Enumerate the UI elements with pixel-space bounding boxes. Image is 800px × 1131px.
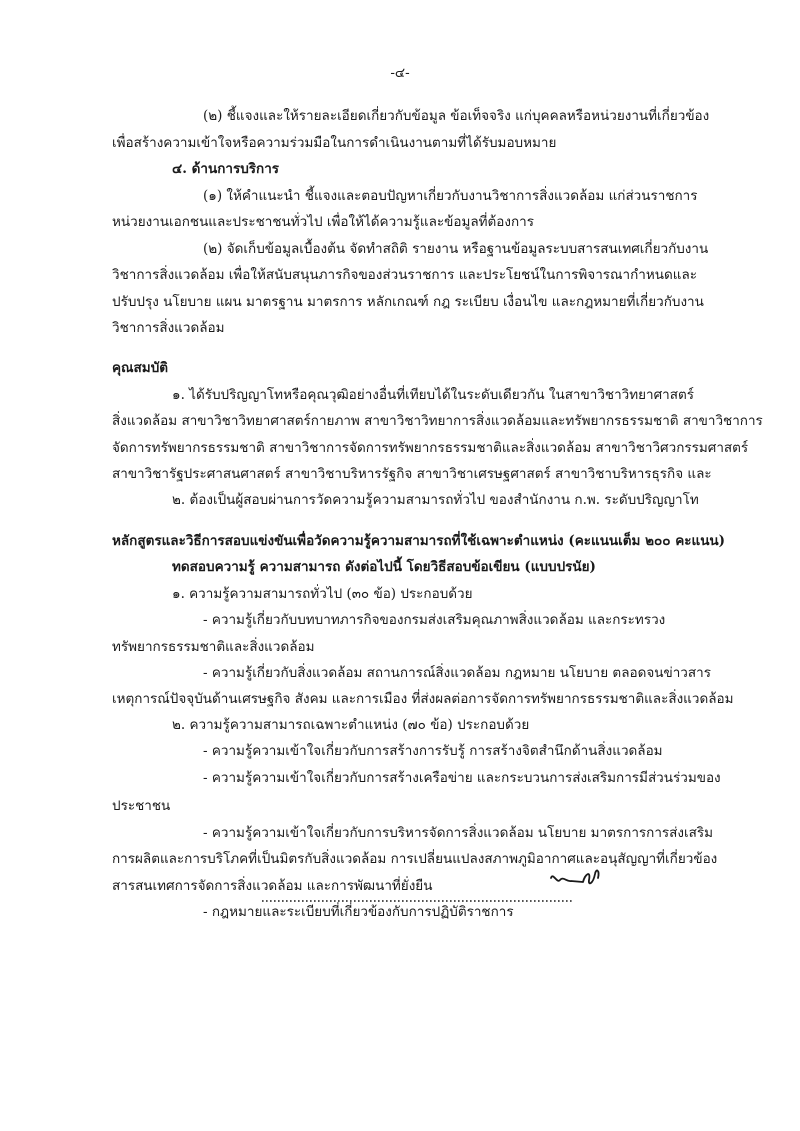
exam-part2-title: ๒. ความรู้ความสามารถเฉพาะตำแหน่ง (๗๐ ข้อ) ประกอบด้วย <box>172 717 530 733</box>
exam-part1-b2-line2: เหตุการณ์ปัจจุบันด้านเศรษฐกิจ สังคม และการเมือง ที่ส่งผลต่อการจัดการทรัพยากรธรรมชาติและสิ่งแวดล้อม <box>112 691 734 707</box>
qualifications-title: คุณสมบัติ <box>112 360 169 376</box>
end-dotted-line <box>262 898 572 904</box>
duties-p3-line1: (๒) จัดเก็บข้อมูลเบื้องต้น จัดทำสถิติ รายงาน หรือฐานข้อมูลระบบสารสนเทศเกี่ยวกับงาน <box>203 241 709 257</box>
qualifications-p1-line2: สิ่งแวดล้อม สาขาวิชาวิทยาศาสตร์กายภาพ สาขาวิชาวิทยาการสิ่งแวดล้อมและทรัพยากรธรรมชาติ สาขาวิชาการ <box>112 413 763 429</box>
exam-part2-b3-line1: - ความรู้ความเข้าใจเกี่ยวกับการบริหารจัดการสิ่งแวดล้อม นโยบาย มาตรการการส่งเสริม <box>203 825 714 841</box>
duties-p1-line2: เพื่อสร้างความเข้าใจหรือความร่วมมือในการดำเนินงานตามที่ได้รับมอบหมาย <box>112 135 557 151</box>
duties-p3-line4: วิชาการสิ่งแวดล้อม <box>112 320 225 336</box>
exam-title-line1: หลักสูตรและวิธีการสอบแข่งขันเพื่อวัดความรู้ความสามารถที่ใช้เฉพาะตำแหน่ง (คะแนนเต็ม ๒๐๐ คะแนน) <box>112 533 726 549</box>
page-number: -๔- <box>390 65 410 81</box>
duties-p2-line2: หน่วยงานเอกชนและประชาชนทั่วไป เพื่อให้ได้ความรู้และข้อมูลที่ต้องการ <box>112 214 534 230</box>
exam-part2-b2-line2: ประชาชน <box>112 798 171 814</box>
duties-p2-line1: (๑) ให้คำแนะนำ ชี้แจงและตอบปัญหาเกี่ยวกับงานวิชาการสิ่งแวดล้อม แก่ส่วนราชการ <box>203 188 698 204</box>
exam-part2-b1: - ความรู้ความเข้าใจเกี่ยวกับการสร้างการรับรู้ การสร้างจิตสำนึกด้านสิ่งแวดล้อม <box>203 743 663 759</box>
exam-part2-b4: - กฎหมายและระเบียบที่เกี่ยวข้องกับการปฏิบัติราชการ <box>203 904 514 920</box>
exam-part1-b2-line1: - ความรู้เกี่ยวกับสิ่งแวดล้อม สถานการณ์สิ่งแวดล้อม กฎหมาย นโยบาย ตลอดจนข่าวสาร <box>203 665 711 681</box>
qualifications-p1-line3: จัดการทรัพยากรธรรมชาติ สาขาวิชาการจัดการทรัพยากรธรรมชาติและสิ่งแวดล้อม สาขาวิชาวิศวกรรมศาสตร์ <box>112 440 749 456</box>
exam-title-line2: ทดสอบความรู้ ความสามารถ ดังต่อไปนี้ โดยวิธีสอบข้อเขียน (แบบปรนัย) <box>172 559 596 575</box>
exam-part2-b3-line2: การผลิตและการบริโภคที่เป็นมิตรกับสิ่งแวดล้อม การเปลี่ยนแปลงสภาพภูมิอากาศและอนุสัญญาที่เกี่ยวข้อง <box>112 851 718 867</box>
duties-p3-line2: วิชาการสิ่งแวดล้อม เพื่อให้สนับสนุนภารกิจของส่วนราชการ และประโยชน์ในการพิจารณากำหนดและ <box>112 267 698 283</box>
qualifications-p1-line4: สาขาวิชารัฐประศาสนศาสตร์ สาขาวิชาบริหารรัฐกิจ สาขาวิชาเศรษฐศาสตร์ สาขาวิชาบริหารธุรกิจ และ <box>112 466 712 482</box>
exam-part1-b1-line2: ทรัพยากรธรรมชาติและสิ่งแวดล้อม <box>112 639 315 655</box>
duties-p1-line1: (๒) ชี้แจงและให้รายละเอียดเกี่ยวกับข้อมูล ข้อเท็จจริง แก่บุคคลหรือหน่วยงานที่เกี่ยวข้อง <box>203 108 710 124</box>
duties-p3-line3: ปรับปรุง นโยบาย แผน มาตรฐาน มาตรการ หลักเกณฑ์ กฎ ระเบียบ เงื่อนไข และกฎหมายที่เกี่ยวกับงาน <box>112 294 704 310</box>
exam-part1-title: ๑. ความรู้ความสามารถทั่วไป (๓๐ ข้อ) ประกอบด้วย <box>172 586 473 602</box>
exam-part2-b3-line3: สารสนเทศการจัดการสิ่งแวดล้อม และการพัฒนาที่ยั่งยืน <box>112 878 433 894</box>
exam-part1-b1-line1: - ความรู้เกี่ยวกับบทบาทภารกิจของกรมส่งเสริมคุณภาพสิ่งแวดล้อม และกระทรวง <box>203 612 666 628</box>
qualifications-p1-line1: ๑. ได้รับปริญญาโทหรือคุณวุฒิอย่างอื่นที่เทียบได้ในระดับเดียวกัน ในสาขาวิชาวิทยาศาสตร์ <box>172 387 695 403</box>
section-4-title: ๔. ด้านการบริการ <box>172 161 280 177</box>
signature-icon <box>545 864 605 894</box>
qualifications-p2: ๒. ต้องเป็นผู้สอบผ่านการวัดความรู้ความสามารถทั่วไป ของสำนักงาน ก.พ. ระดับปริญญาโท <box>172 492 699 508</box>
exam-part2-b2-line1: - ความรู้ความเข้าใจเกี่ยวกับการสร้างเครือข่าย และกระบวนการส่งเสริมการมีส่วนร่วมของ <box>203 770 721 786</box>
